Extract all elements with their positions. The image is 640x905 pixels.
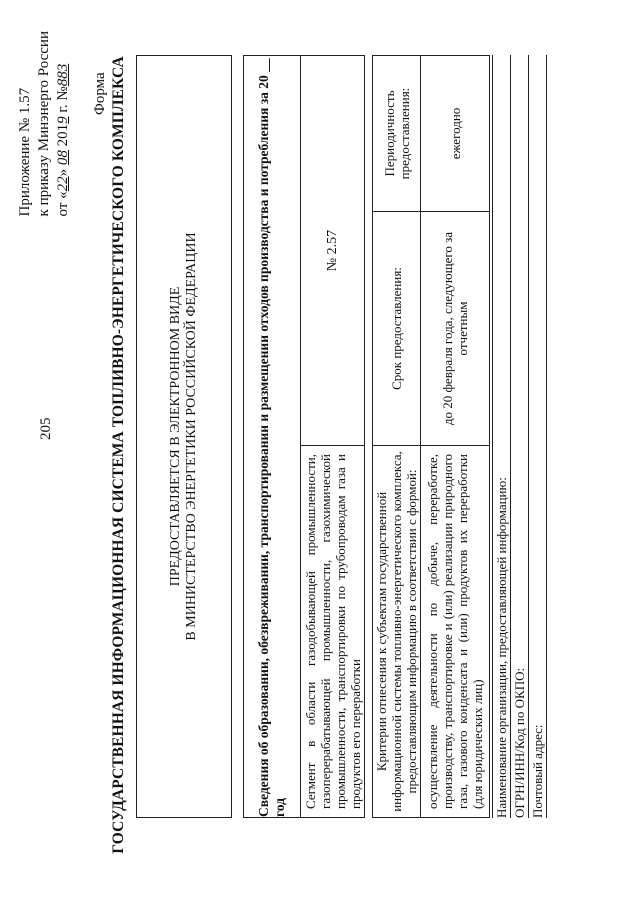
period-value: ежегодно xyxy=(447,107,463,160)
criteria-header: Критерии отнесения к субъектам государственной информационной системы топливно-энергетического комплекса, предоставляющим информацию в соответствии с формой: xyxy=(373,445,421,817)
criteria-table xyxy=(372,55,490,818)
appendix-block xyxy=(16,31,73,216)
appendix-line2: к приказу Минэнерго России xyxy=(36,31,52,217)
deadline-header: Срок предоставления: xyxy=(373,211,421,445)
submission-line2: В МИНИСТЕРСТВО ЭНЕРГЕТИКИ РОССИЙСКОЙ ФЕДЕРАЦИИ xyxy=(184,232,199,641)
report-title: Сведения об образовании, обезвреживании, транспортировании и размещении отходов производства и потребления за 20 __ год xyxy=(256,58,287,817)
appendix-line3 xyxy=(54,31,73,216)
appendix-mid1: » xyxy=(55,165,71,177)
appendix-prefix: от « xyxy=(55,191,71,217)
org-ids-row: ОГРН/ИНН/Код по ОКПО: xyxy=(511,55,529,818)
organization-info xyxy=(492,55,547,818)
segment-code: № 2.57 xyxy=(324,229,340,272)
handwritten-order-number: 883 xyxy=(55,63,71,87)
segment-table xyxy=(300,55,365,818)
appendix-line1: Приложение № 1.57 xyxy=(17,87,33,217)
handwritten-day: 22 xyxy=(55,176,71,192)
handwritten-month: 08 xyxy=(55,150,71,166)
handwritten-year-digit: 9 xyxy=(55,116,71,124)
deadline-value: до 20 февраля года, следующего за отчетным xyxy=(421,211,489,445)
period-header: Периодичность предоставления: xyxy=(373,56,421,211)
appendix-mid2: 201 xyxy=(55,123,71,151)
segment-text: Сегмент в области газодобывающей промышленности, газоперерабатывающей промышленности, газохимической промышленности, транспортировки по трубопроводам газа и продуктов его переработки xyxy=(301,445,364,817)
document-title: ГОСУДАРСТВЕННАЯ ИНФОРМАЦИОННАЯ СИСТЕМА ТОПЛИВНО-ЭНЕРГЕТИЧЕСКОГО КОМПЛЕКСА xyxy=(110,56,127,854)
appendix-mid3: г. № xyxy=(55,86,71,117)
org-address-row: Почтовый адрес: xyxy=(529,55,547,818)
submission-line1: ПРЕДОСТАВЛЯЕТСЯ В ЭЛЕКТРОННОМ ВИДЕ xyxy=(168,286,183,587)
submission-box xyxy=(136,55,232,818)
report-title-box xyxy=(243,55,301,818)
page-number: 205 xyxy=(38,417,54,440)
form-label: Форма xyxy=(92,72,108,115)
criteria-body: осуществление деятельности по добыче, переработке, производству, транспортировке и (или) реализации природного газа, газового конденсата и (или) продуктов их переработки (для юридических лиц) xyxy=(421,445,489,817)
org-name-row: Наименование организации, предоставляющей информацию: xyxy=(492,55,511,818)
